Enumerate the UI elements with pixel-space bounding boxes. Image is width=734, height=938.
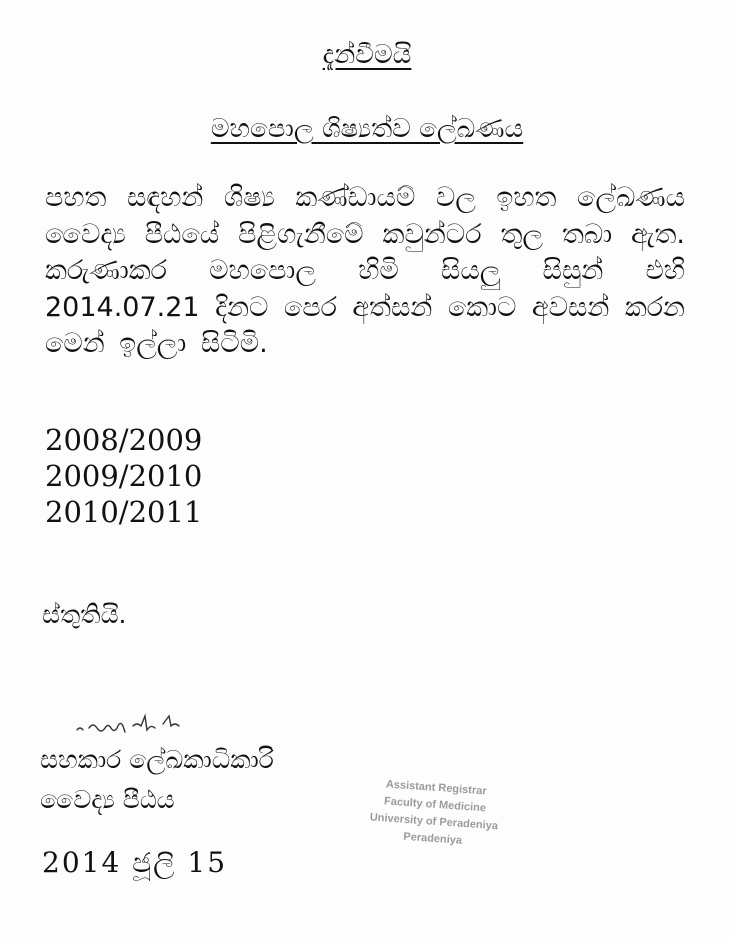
- batch-year-item: 2009/2010: [45, 459, 203, 493]
- stamp-line: University of Peradeniya: [369, 811, 499, 833]
- signatory-department: වෛද්‍ය පීඨය: [40, 785, 175, 814]
- notice-date: 2014 ජූලි 15: [42, 846, 228, 879]
- stamp-line: Faculty of Medicine: [383, 795, 487, 815]
- notice-subtitle: මහපොල ශිෂ්‍යත්ව ලේඛණය: [210, 114, 524, 144]
- thanks-text: ස්තුතියි.: [42, 600, 127, 629]
- stamp-line: Peradeniya: [402, 830, 463, 847]
- stamp-line: Assistant Registrar: [385, 778, 487, 798]
- batch-year-list: [45, 422, 202, 530]
- notice-title: දැන්වීමයි: [322, 40, 412, 70]
- signatory-title: සහකාර ලේඛකාධිකාරි: [40, 745, 274, 774]
- batch-year-item: 2008/2009: [45, 423, 203, 457]
- notice-body: පහත සඳහන් ශිෂ්‍ය කණ්ඩායම් වල ඉහත ලේඛණය වෛද්‍ය පීඨයේ පිළිගැනීමේ කවුන්ටර තුල තබා ඇත. කරුණාකර මහපොල හිමි සියලු සිසුන් එහි 2014.07.21 දිනට පෙර අත්සන් කොට අවසන් කරන මෙන් ඉල්ලා සිටිමි.: [45, 182, 685, 359]
- handwritten-signature: [75, 708, 215, 738]
- office-stamp: [347, 774, 521, 854]
- batch-year-item: 2010/2011: [45, 495, 203, 529]
- signatory-block: [40, 740, 274, 820]
